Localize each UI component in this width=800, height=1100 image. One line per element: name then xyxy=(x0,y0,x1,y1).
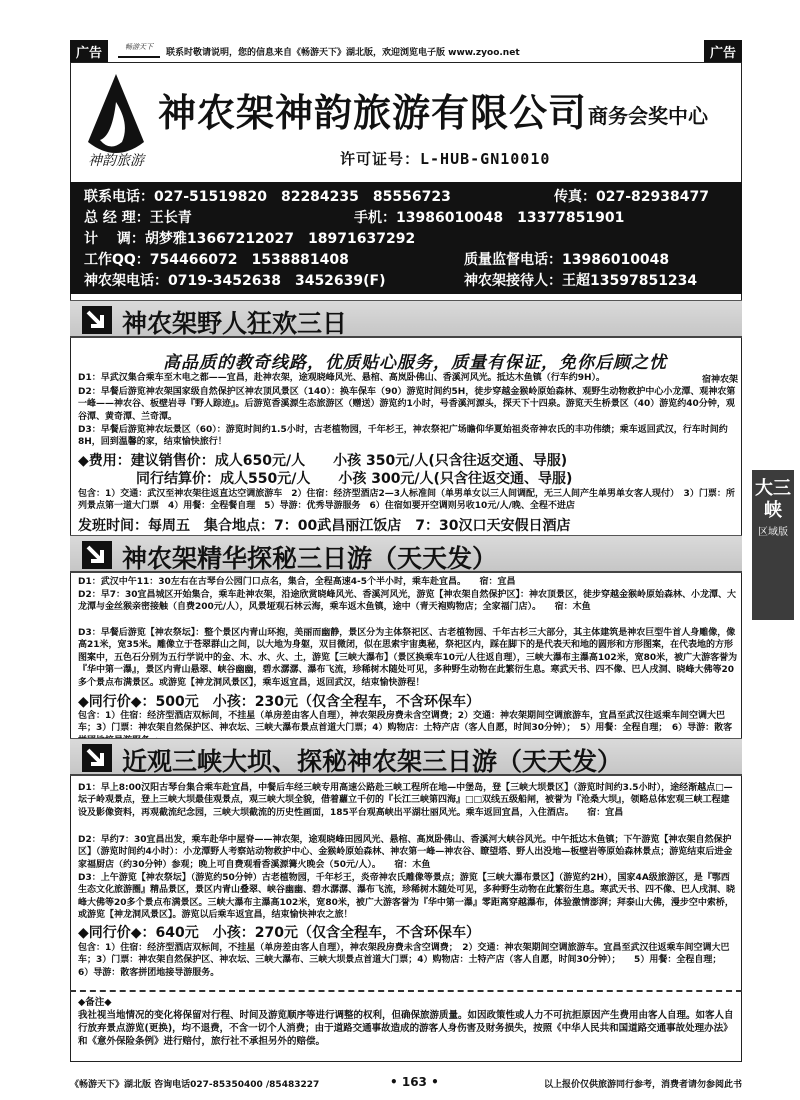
section-title-1 xyxy=(70,300,742,338)
contact-qq: 工作QQ：754466072 1538881408 xyxy=(84,252,349,268)
section-1-slogan: 高品质的教奇线路，优质贴心服务，质量有保证，免你后顾之忧 xyxy=(163,353,667,373)
footer xyxy=(70,1077,742,1090)
s3-day3: D3：上午游览【神农祭坛】（游览约50分钟）古老植物园，千年杉王，炎帝神农氏雕像等景点；游览【三峡大瀑布景区】（游览约2H），国家4A级旅游区，是『鄂西生态文化旅游圈』精品景区，景区内青山叠翠、峡谷幽幽、碧水潺潺、瀑布飞流，珍稀树木随处可见，多种野生动物在此繁衍生息。寒武天书、四不像、巴人戌洞、晓峰大佛等20多个景点布满景区。三峡大瀑布主瀑高102米，宽80米，被广大游客誉为『华中第一瀑』零距离穿越瀑布，体验激情澎湃；拜泰山大佛，漫步空中索桥，或游览【神龙洞风景区】。游览以后乘车返宜昌，结束愉快神农之旅！ xyxy=(78,873,736,921)
logo-caption: 神韵旅游 xyxy=(88,153,144,169)
side-tab-subtitle: 区域版 xyxy=(758,527,788,538)
s2-day3: D3：早餐后游览【神农祭坛】：整个景区内青山环抱，美丽而幽静，景区分为主体祭祀区、古老植物园、千年古杉三大部分，其主体建筑是神农巨型牛首人身雕像，像高21米，宽35米。雕像立于苍翠群山之间，以大地为身躯，双目微闭，似在思索宇宙奥秘，祭祀区内，踩在脚下的是代表天和地的圆形和方形图案，在代表地的方形图案中，五色石分别为五行学说中的金、木、水、火、土，游览【三峡大瀑布】（景区换乘车10元/人往返自理），三峡大瀑布主瀑高102米，宽80米，被广大游客誉为『华中第一瀑』，景区内青山悬翠、峡谷幽幽，碧水潺潺、瀑布飞流，珍稀树木随处可见，多种野生动物在此繁衍生息。寒武天书、四不像、巴人戌洞、晓峰大佛等20多个景点布满景区。或游览【神龙洞风景区】，乘车返宜昌，返回武汉，结束愉快游程！ xyxy=(78,628,738,688)
s3-day2: D2：早约7：30宜昌出发，乘车赴华中屋脊——神农架，途观晓峰田园风光、悬棺、高岚卧佛山、香溪河大峡谷风光。中午抵达木鱼镇；下午游览【神农架自然保护区】（游览时间约4小时）：小龙潭野人考察站动物救护中心、金猴岭原始森林、神农第一峰—神农谷、瞭望塔、野人出没地—板壁岩等原始森林景点；游览结束后进金家福厨店（约30分钟）参观；晚上可自费观看香溪源篝火晚会（50元/人）。 宿：木鱼 xyxy=(78,835,733,870)
section-1-title: 神农架野人狂欢三日 xyxy=(122,309,348,338)
notes-box xyxy=(70,990,742,1068)
footer-right: 以上报价仅供旅游同行参考，消费者请勿参阅此书 xyxy=(543,1080,742,1090)
s1-day3: D3：早餐后游览神农坛景区（60）：游览时间约1.5小时，古老植物园，千年杉王，神农祭祀广场瞻仰华夏始祖炎帝神农氏的丰功伟绩；乘车返回武汉，行车时间约8H，回到温馨的家，结束愉快旅行！ xyxy=(78,425,728,448)
notes-label: ◆备注◆ xyxy=(78,997,112,1008)
notes-text: 我社视当地情况的变化将保留对行程、时间及游览顺序等进行调整的权利，但确保旅游质量。如因政策性或人力不可抗拒原因产生费用由客人自理。如客人自行放弃景点游览(更换)，均不退费，不含一切个人消费；由于道路交通事故造成的游客人身伤害及财务损失，按照《中华人民共和国道路交通事故处理办法》和《意外保险条例》进行赔付，旅行社不承担另外的赔偿。 xyxy=(78,1010,734,1047)
contact-dispatch: 计 调：胡梦雅13667212027 18971637292 xyxy=(84,231,416,247)
s1-day2: D2：早餐后游览神农架国家级自然保护区神农顶风景区（140）：换车保车（90）游览时间约5H，徒步穿越金猴岭原始森林、观野生动物救护中心小龙潭、观神农第一峰——神农谷、板壁岩寻『野人踪迹』。后游览香溪源生态旅游区（赠送）游览约1小时，号香溪河源头，探天下十四泉。游览天生桥景区（40）游览约40分钟，观谷潭、黄奇潭、兰奇潭。 xyxy=(78,387,736,422)
license-number: 许可证号：L-HUB-GN10010 xyxy=(340,150,551,168)
s3-day1: D1：早上8:00汉阳古琴台集合乘车赴宜昌，中餐后车经三峡专用高速公路赴三峡工程所在地—中堡岛，登【三峡大坝景区】（游览时间约3.5小时），途经渐越点□—坛子岭观景点，登上三峡大坝最佳观景点，观三峡大坝全貌，借着蘿立千仞的『长江三峡第四海』□□双线五级船闸，被誉为『沧桑大坝』，领略总体宏观三峡工程建设及影像资料，再观截流纪念园，三峡大坝截流的历史性画面，185平台观高峡出平湖壮丽风光。乘车返回宜昌，入住酒店。 宿：宜昌 xyxy=(78,783,733,818)
s2-day1: D1：武汉中午11：30左右在古琴台公园门口点名，集合，全程高速4-5个半小时，乘车赴宜昌。 宿：宜昌 xyxy=(78,577,516,587)
side-tab-title: 大三峡 xyxy=(755,478,791,521)
s1-include: 包含：1）交通：武汉至神农架往返直达空调旅游车 2）住宿：经济型酒店2—3人标准间（单男单女以三人间调配，无三人间产生单男单女客人现付） 3）门票：所列景点第一道大门票 4）用餐：全程餐自理 5）导游：优秀导游服务 6）住宿如要开空调则另收10元/人/晚、全程不进店 xyxy=(78,489,735,512)
s3-fee: ◆同行价◆：640元 小孩：270元（仅含全程车，不含环保车） xyxy=(78,925,480,941)
s1-fee-row-1: ◆费用：建议销售价：成人650元/人 小孩 350元/人(只含往返交通、导服) xyxy=(78,453,568,469)
contact-fax: 传真：027-82938477 xyxy=(554,189,709,205)
region-side-tab xyxy=(752,470,794,620)
company-subtitle: 商务会奖中心 xyxy=(588,104,708,128)
section-3-title: 近观三峡大坝、探秘神农架三日游（天天发） xyxy=(122,747,623,776)
contact-quality: 质量监督电话：13986010048 xyxy=(464,252,670,268)
s1-depart: 发班时间：每周五 集合地点：7：00武昌丽江饭店 7：30汉口天安假日酒店 xyxy=(78,518,571,534)
contact-snj-phone: 神农架电话：0719-3452638 3452639(F) xyxy=(84,273,386,289)
ad-label-right: 广告 xyxy=(704,40,742,63)
section-title-3 xyxy=(70,738,742,776)
contact-mobile: 手机：13986010048 13377851901 xyxy=(354,210,625,226)
s1-day1: D1：早武汉集合乘车至木电之都——宜昌，赴神农架，途观晓峰风光、悬棺、高岚卧佛山、香溪河风光。抵达木鱼镇（行车约9H）。 宿神农架 xyxy=(78,373,738,385)
ad-label-left: 广告 xyxy=(70,40,108,63)
page-number: • 163 • xyxy=(390,1075,439,1089)
section-title-2 xyxy=(70,535,742,573)
magazine-logo: 畅游天下 xyxy=(118,42,160,58)
arrow-down-right-icon xyxy=(82,306,112,334)
contact-manager: 总 经 理：王长青 xyxy=(84,210,192,226)
s3-include: 包含：1）住宿：经济型酒店双标间，不挂星（单房差由客人自理），神农架段房费未含空调费； 2）交通：神农架期间空调旅游车。宜昌至武汉往返乘车间空调大巴车；3）门票：神农架自然保护区、神农坛、三峡大瀑布、三峡大坝景点首道大门票；4）购物店：土特产店（客人自愿，时间30分钟）； 5）用餐：全程自理； 6）导游：散客拼团地接导游服务。 xyxy=(78,943,735,978)
contact-snj-receiver: 神农架接待人：王超13597851234 xyxy=(464,273,698,289)
s1-fee-row-2: 同行结算价：成人550元/人 小孩 300元/人(只含往返交通、导服) xyxy=(136,471,573,487)
contact-phone: 联系电话：027-51519820 82284235 85556723 xyxy=(84,189,451,205)
top-notice: 联系时敬请说明，您的信息来自《畅游天下》湖北版，欢迎浏览电子版 www.zyoo.net xyxy=(166,48,520,58)
s2-fee: ◆同行价◆：500元 小孩：230元（仅含全程车，不含环保车） xyxy=(78,694,480,710)
arrow-down-right-icon xyxy=(82,744,112,772)
s2-include: 包含：1）住宿：经济型酒店双标间，不挂星（单房差由客人自理），神农架段房费未含空调费；2）交通：神农架期间空调旅游车，宜昌至武汉往返乘车间空调大巴车；3）门票：神农架自然保护区、神农坛、三峡大瀑布景点首道大门票；4）购物店：土特产店（客人自愿，时间30分钟）； 5）用餐：全程自理； 6）导游：散客 xyxy=(78,711,733,734)
s2-day2: D2：早7：30宜昌城区开始集合，乘车赴神农架，沿途欣赏晓峰风光、香溪河风光，游览【神农架自然保护区】：神农顶景区，徒步穿越金猴岭原始森林、小龙潭、大龙潭与金丝猴亲密接触（自费200元/人），风景垭观石林云海，乘车返木鱼镇，途中（青天袍购物店；全家福门店）。 宿：木鱼 xyxy=(78,590,737,613)
company-name: 神农架神韵旅游有限公司 xyxy=(158,91,588,135)
section-2-title: 神农架精华探秘三日游（天天发） xyxy=(122,544,498,573)
contact-block xyxy=(70,182,742,294)
arrow-down-right-icon xyxy=(82,541,112,569)
footer-left: 《畅游天下》湖北版 咨询电话027-85350400 /85483227 xyxy=(70,1080,320,1090)
s1-day1-hotel: 宿神农架 xyxy=(701,374,738,385)
